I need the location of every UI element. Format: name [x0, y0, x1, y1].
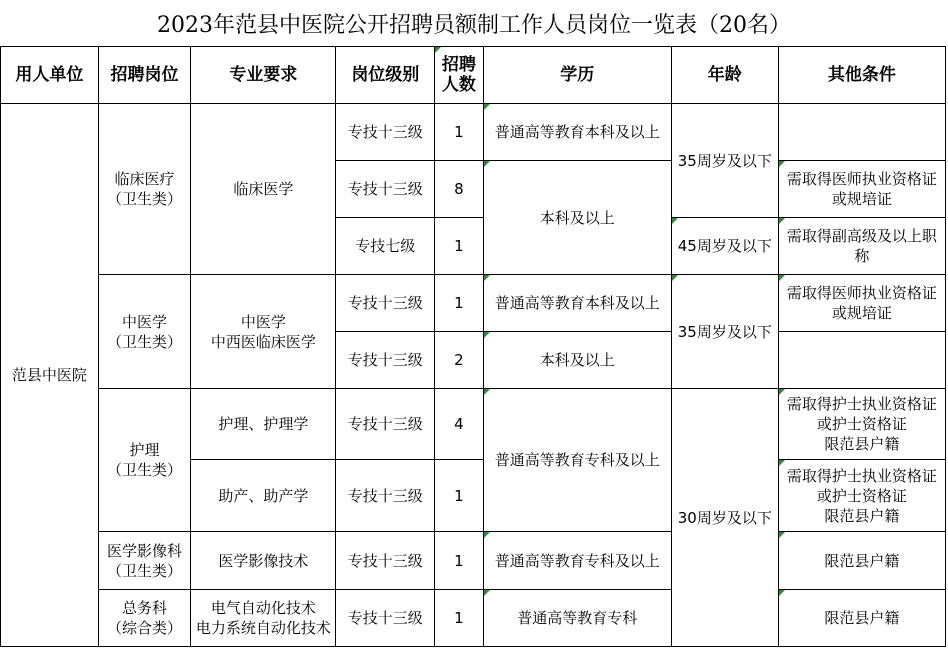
other-cell: 需取得医师执业资格证或规培证 [778, 161, 945, 218]
other-cell-empty [778, 332, 945, 389]
header-major: 专业要求 [191, 47, 336, 104]
level-cell: 专技十三级 [336, 389, 435, 460]
recruitment-table [0, 46, 946, 647]
header-level: 岗位级别 [336, 47, 435, 104]
edu-cell: 普通高等教育本科及以上 [483, 104, 671, 161]
table-row [1, 104, 946, 161]
post-tcm: 中医学 （卫生类） [98, 275, 191, 389]
header-row [1, 47, 946, 104]
num-cell: 4 [435, 389, 483, 460]
post-general: 总务科 （综合类） [98, 590, 191, 647]
other-cell: 需取得护士执业资格证 或护士资格证 限范县户籍 [778, 460, 945, 532]
post-nursing: 护理 （卫生类） [98, 389, 191, 532]
header-post: 招聘岗位 [98, 47, 191, 104]
other-cell: 需取得副高级及以上职称 [778, 218, 945, 275]
header-num: 招聘 人数 [435, 47, 483, 104]
num-cell: 1 [435, 218, 483, 275]
page-title: 2023年范县中医院公开招聘员额制工作人员岗位一览表（20名） [157, 12, 791, 38]
num-cell: 1 [435, 460, 483, 532]
num-cell: 1 [435, 532, 483, 590]
num-cell: 2 [435, 332, 483, 389]
header-age: 年龄 [671, 47, 778, 104]
age-cell: 35周岁及以下 [671, 275, 778, 389]
level-cell: 专技十三级 [336, 275, 435, 332]
table-row [1, 389, 946, 460]
edu-cell: 本科及以上 [483, 161, 671, 275]
num-cell: 1 [435, 590, 483, 647]
age-cell: 45周岁及以下 [671, 218, 778, 275]
header-edu: 学历 [483, 47, 671, 104]
major-midwifery: 助产、助产学 [191, 460, 336, 532]
level-cell: 专技十三级 [336, 590, 435, 647]
edu-cell: 普通高等教育专科 [483, 590, 671, 647]
header-unit: 用人单位 [1, 47, 99, 104]
other-cell: 需取得医师执业资格证或规培证 [778, 275, 945, 332]
edu-cell: 普通高等教育专科及以上 [483, 389, 671, 532]
table-row [1, 275, 946, 332]
other-cell: 限范县户籍 [778, 532, 945, 590]
num-cell: 1 [435, 104, 483, 161]
major-clinical: 临床医学 [191, 104, 336, 275]
major-imaging: 医学影像技术 [191, 532, 336, 590]
major-nursing: 护理、护理学 [191, 389, 336, 460]
age-cell: 30周岁及以下 [671, 389, 778, 647]
table-row [1, 532, 946, 590]
post-clinical: 临床医疗 （卫生类） [98, 104, 191, 275]
major-tcm: 中医学 中西医临床医学 [191, 275, 336, 389]
other-cell: 限范县户籍 [778, 590, 945, 647]
other-cell: 需取得护士执业资格证 或护士资格证 限范县户籍 [778, 389, 945, 460]
unit-cell: 范县中医院 [1, 104, 99, 647]
num-cell: 8 [435, 161, 483, 218]
age-cell: 35周岁及以下 [671, 104, 778, 218]
edu-cell: 本科及以上 [483, 332, 671, 389]
other-cell-empty [778, 104, 945, 161]
level-cell: 专技七级 [336, 218, 435, 275]
num-cell: 1 [435, 275, 483, 332]
edu-cell: 普通高等教育专科及以上 [483, 532, 671, 590]
level-cell: 专技十三级 [336, 460, 435, 532]
edu-cell: 普通高等教育本科及以上 [483, 275, 671, 332]
level-cell: 专技十三级 [336, 532, 435, 590]
level-cell: 专技十三级 [336, 161, 435, 218]
major-general: 电气自动化技术 电力系统自动化技术 [191, 590, 336, 647]
post-imaging: 医学影像科 （卫生类） [98, 532, 191, 590]
table-row [1, 590, 946, 647]
level-cell: 专技十三级 [336, 332, 435, 389]
header-other: 其他条件 [778, 47, 945, 104]
level-cell: 专技十三级 [336, 104, 435, 161]
